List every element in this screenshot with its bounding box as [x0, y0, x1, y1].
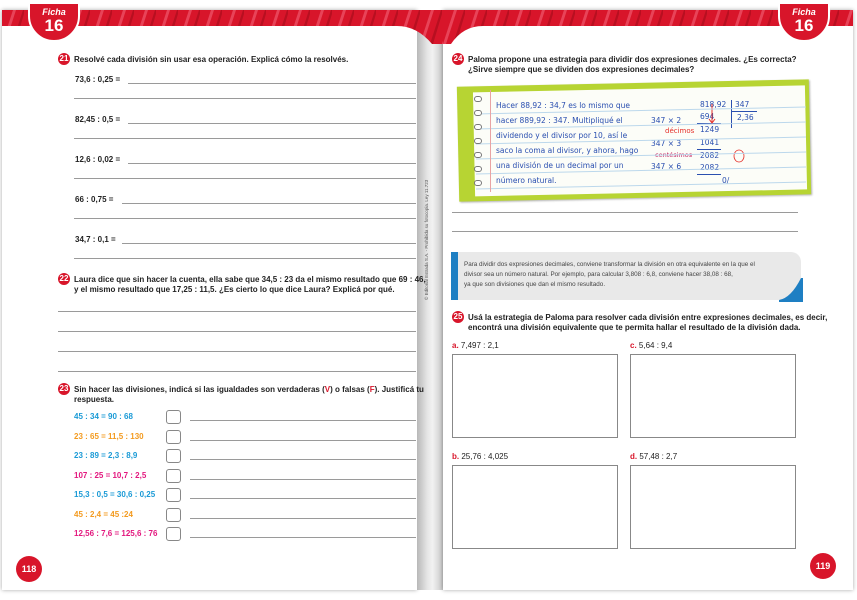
calc-quotient: 2,36 [737, 113, 754, 122]
answer-line[interactable] [74, 138, 416, 139]
vf-checkbox[interactable] [166, 488, 181, 502]
item-letter: b. [452, 452, 460, 461]
answer-line[interactable] [452, 212, 798, 213]
q23-text-b: ) o falsas ( [330, 385, 370, 394]
q25-item-b [452, 452, 508, 462]
calc-product-1: 347 × 2 [651, 116, 682, 125]
answer-line[interactable] [58, 351, 416, 352]
calc-step-1: 694 [700, 112, 715, 121]
equation-7: 12,56 : 7,6 = 125,6 : 76 [74, 529, 158, 538]
note-line-5: una división de un decimal por un [496, 161, 624, 170]
copyright-notice: © Editorial Estrada S.A. - Prohibida su fotocopia. Ley 11.723 [424, 179, 429, 300]
calc-step-2: 1249 [700, 125, 720, 134]
vf-checkbox[interactable] [166, 508, 181, 522]
note-line-2: hacer 889,92 : 347. Multipliqué el [496, 116, 623, 125]
question-21-text: Resolvé cada división sin usar esa operación. Explicá cómo la resolvés. [74, 55, 349, 64]
ficha-number: 16 [44, 16, 64, 35]
answer-line[interactable] [128, 83, 416, 84]
calc-step-6: 0/ [722, 176, 730, 185]
equation-2: 23 : 65 = 11,5 : 130 [74, 431, 144, 441]
vf-checkbox[interactable] [166, 469, 181, 483]
question-24-line-1: Paloma propone una estrategia para dividir dos expresiones decimales. ¿Es correcta? [468, 55, 797, 64]
question-25-line-1: Usá la estrategia de Paloma para resolver cada división entre expresiones decimales, es decir, [468, 313, 828, 322]
page-number-left: 118 [16, 556, 42, 582]
answer-line[interactable] [128, 123, 416, 124]
q25-item-d [630, 452, 677, 462]
tip-line-3: ya que son divisiones que dan el mismo resultado. [464, 281, 606, 288]
justification-line[interactable] [190, 498, 416, 499]
tip-line-2: divisor sea un número natural. Por ejemplo, para calcular 3,808 : 6,8, conviene hacer 38,08 : 68, [464, 271, 733, 278]
answer-line[interactable] [452, 231, 798, 232]
question-22-line-2: y el mismo resultado que 17,25 : 11,5. ¿Es cierto lo que dice Laura? Explicá por qué. [74, 285, 395, 294]
q23-v-letter: V [324, 385, 331, 394]
question-number-21: 21 [59, 54, 69, 63]
note-line-4: saco la coma al divisor, y ahora, hago [496, 146, 639, 155]
calc-product-3: 347 × 6 [651, 162, 682, 171]
answer-line[interactable] [122, 203, 416, 204]
answer-line[interactable] [128, 163, 416, 164]
item-text: 5,64 : 9,4 [638, 341, 673, 350]
equation-1: 45 : 34 = 90 : 68 [74, 412, 133, 421]
answer-box-a[interactable] [452, 354, 618, 438]
vf-checkbox[interactable] [166, 527, 181, 541]
answer-line[interactable] [122, 243, 416, 244]
calc-word-decimos: décimos [665, 127, 695, 135]
left-page [2, 10, 417, 590]
q21-item-4: 66 : 0,75 = [75, 195, 114, 204]
q21-item-5: 34,7 : 0,1 = [75, 235, 116, 244]
answer-box-d[interactable] [630, 465, 796, 549]
answer-box-c[interactable] [630, 354, 796, 438]
vf-checkbox[interactable] [166, 430, 181, 444]
ficha-number: 16 [794, 16, 814, 35]
note-margin-line [490, 90, 491, 192]
q23-f-letter: F [369, 385, 375, 394]
ficha-word: Ficha [792, 7, 816, 17]
item-text: 7,497 : 2,1 [460, 341, 499, 350]
answer-line[interactable] [74, 98, 416, 99]
item-letter: a. [452, 341, 459, 350]
vf-checkbox[interactable] [166, 410, 181, 424]
page-number-right: 119 [810, 553, 836, 579]
justification-line[interactable] [190, 459, 416, 460]
justification-line[interactable] [190, 537, 416, 538]
spiral-ring [474, 152, 482, 158]
note-line-6: número natural. [496, 176, 557, 185]
justification-line[interactable] [190, 420, 416, 421]
q25-item-a [452, 341, 499, 351]
equation-4: 107 : 25 = 10,7 : 2,5 [74, 470, 147, 480]
q23-text-c: ). Justificá tu [374, 385, 424, 394]
calc-red-arrows [686, 100, 746, 170]
q21-item-3: 12,6 : 0,02 = [75, 155, 121, 164]
item-letter: d. [630, 452, 638, 461]
answer-line[interactable] [58, 371, 416, 372]
spiral-ring [474, 96, 482, 102]
spiral-ring [474, 180, 482, 186]
question-24-line-2: ¿Sirve siempre que se dividen dos expresiones decimales? [468, 65, 695, 74]
question-number-22: 22 [59, 274, 69, 283]
calc-step-3: 1041 [700, 138, 720, 147]
q21-item-1: 73,6 : 0,25 = [75, 75, 121, 84]
spiral-ring [474, 124, 482, 130]
justification-line[interactable] [190, 479, 416, 480]
calc-word-centesimos: centésimos [655, 151, 693, 159]
calc-step-4: 2082 [700, 151, 720, 160]
q21-item-2: 82,45 : 0,5 = [75, 115, 121, 124]
tip-accent-bar [451, 252, 458, 300]
tip-line-1: Para dividir dos expresiones decimales, conviene transformar la división en otra equivalente en la que el [464, 261, 755, 268]
item-text: 57,48 : 2,7 [639, 452, 678, 461]
calc-step-5: 2082 [700, 163, 720, 172]
item-text: 25,76 : 4,025 [461, 452, 509, 461]
q23-text-a: Sin hacer las divisiones, indicá si las igualdades son verdaderas ( [74, 385, 325, 394]
question-23-line-1 [74, 385, 424, 395]
answer-line[interactable] [58, 311, 416, 312]
question-23-line-2: respuesta. [74, 395, 115, 404]
calc-rule [697, 174, 721, 175]
note-line-1: Hacer 88,92 : 34,7 es lo mismo que [496, 101, 630, 110]
vf-checkbox[interactable] [166, 449, 181, 463]
question-number-25: 25 [453, 312, 463, 321]
q25-item-c [630, 341, 672, 351]
equation-3: 23 : 89 = 2,3 : 8,9 [74, 451, 138, 460]
spiral-ring [474, 110, 482, 116]
question-number-23: 23 [59, 384, 69, 393]
calc-dividend: 818,92 [700, 100, 727, 109]
question-22-line-1: Laura dice que sin hacer la cuenta, ella sabe que 34,5 : 23 da el mismo resultado que 69 : 46, [74, 275, 426, 284]
question-number-24: 24 [453, 54, 463, 63]
justification-line[interactable] [190, 518, 416, 519]
ficha-word: Ficha [42, 7, 66, 17]
tip-folded-corner [779, 278, 803, 302]
answer-line[interactable] [58, 331, 416, 332]
equation-5: 15,3 : 0,5 = 30,6 : 0,25 [74, 490, 156, 499]
question-25-line-2: encontrá una división equivalente que te permita hallar el resultado de la división dada. [468, 323, 801, 332]
answer-line[interactable] [74, 218, 416, 219]
calc-product-2: 347 × 3 [651, 139, 682, 148]
answer-line[interactable] [74, 178, 416, 179]
answer-box-b[interactable] [452, 465, 618, 549]
justification-line[interactable] [190, 440, 416, 441]
spiral-ring [474, 166, 482, 172]
book-gutter [417, 10, 443, 590]
equation-6: 45 : 2,4 = 45 :24 [74, 509, 133, 519]
note-line-3: dividendo y el divisor por 10, así le [496, 131, 628, 140]
calc-divisor: 347 [735, 100, 750, 109]
answer-line[interactable] [74, 258, 416, 259]
item-letter: c. [630, 341, 637, 350]
spiral-ring [474, 138, 482, 144]
